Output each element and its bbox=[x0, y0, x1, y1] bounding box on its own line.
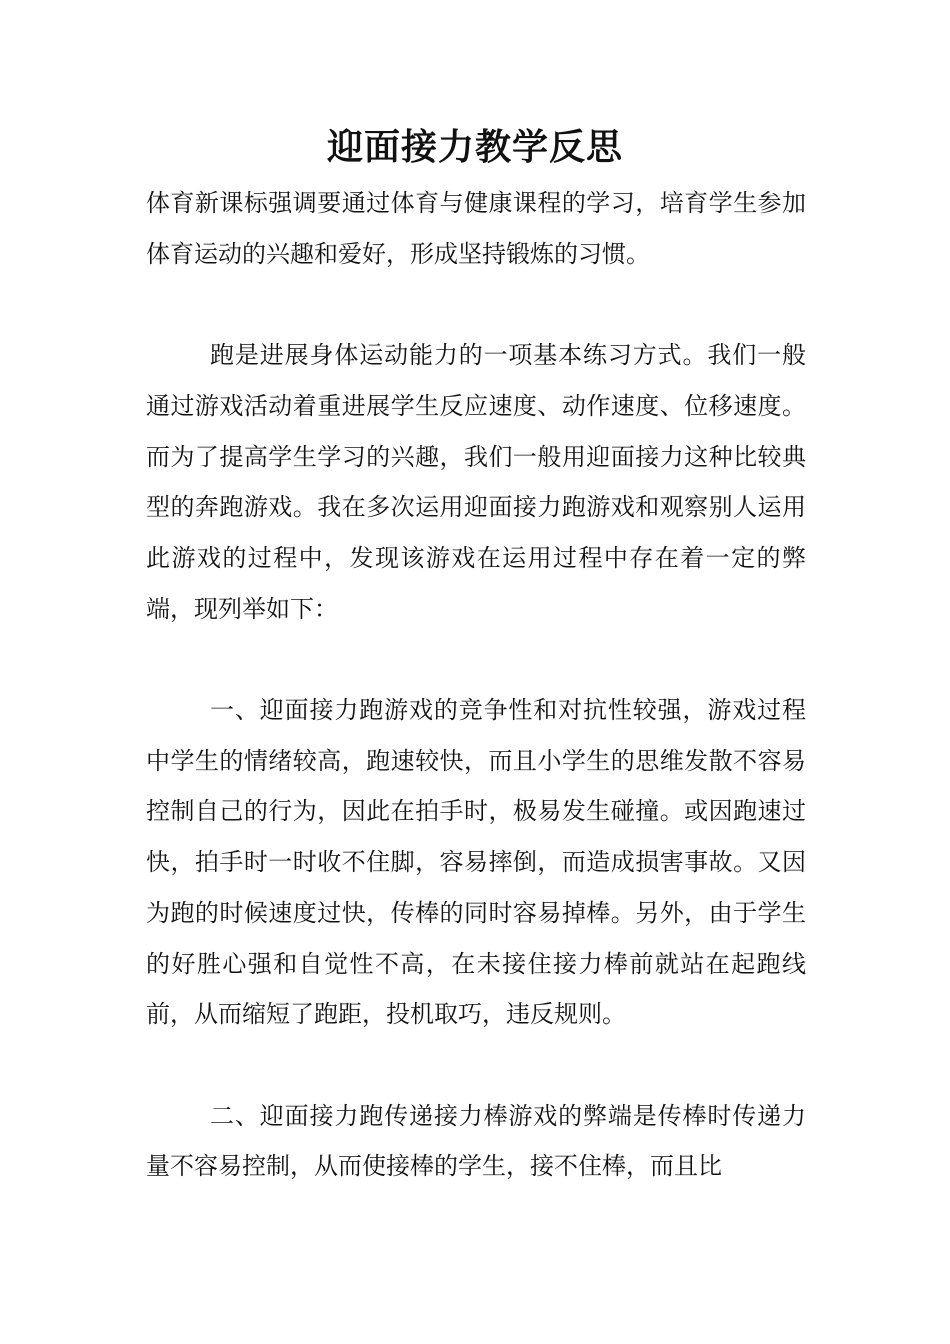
paragraph-point-two: 二、迎面接力跑传递接力棒游戏的弊端是传棒时传递力量不容易控制，从而使接棒的学生，接不住棒，而且比 bbox=[146, 1101, 806, 1181]
paragraph-point-one: 一、迎面接力跑游戏的竞争性和对抗性较强，游戏过程中学生的情绪较高，跑速较快，而且小学生的思维发散不容易控制自己的行为，因此在拍手时，极易发生碰撞。或因跑速过快，拍手时一时收不住脚，容易摔倒，而造成损害事故。又因为跑的时候速度过快，传棒的同时容易掉棒。另外，由于学生的好胜心强和自觉性不高，在未接住接力棒前就站在起跑线前，从而缩短了跑距，投机取巧，违反规则。 bbox=[146, 696, 806, 1029]
paragraph-intro: 体育新课标强调要通过体育与健康课程的学习，培育学生参加体育运动的兴趣和爱好，形成坚持锻炼的习惯。 bbox=[146, 189, 806, 268]
paragraph-running: 跑是进展身体运动能力的一项基本练习方式。我们一般通过游戏活动着重进展学生反应速度、动作速度、位移速度。而为了提高学生学习的兴趣，我们一般用迎面接力这种比较典型的奔跑游戏。我在多次运用迎面接力跑游戏和观察别人运用此游戏的过程中，发现该游戏在运用过程中存在着一定的弊端，现列举如下： bbox=[146, 341, 806, 623]
paragraph-gap bbox=[146, 1040, 806, 1091]
document-body bbox=[146, 178, 806, 1192]
page-title: 迎面接力教学反思 bbox=[326, 127, 623, 168]
paragraph-gap bbox=[146, 279, 806, 330]
paragraph-gap bbox=[146, 634, 806, 685]
